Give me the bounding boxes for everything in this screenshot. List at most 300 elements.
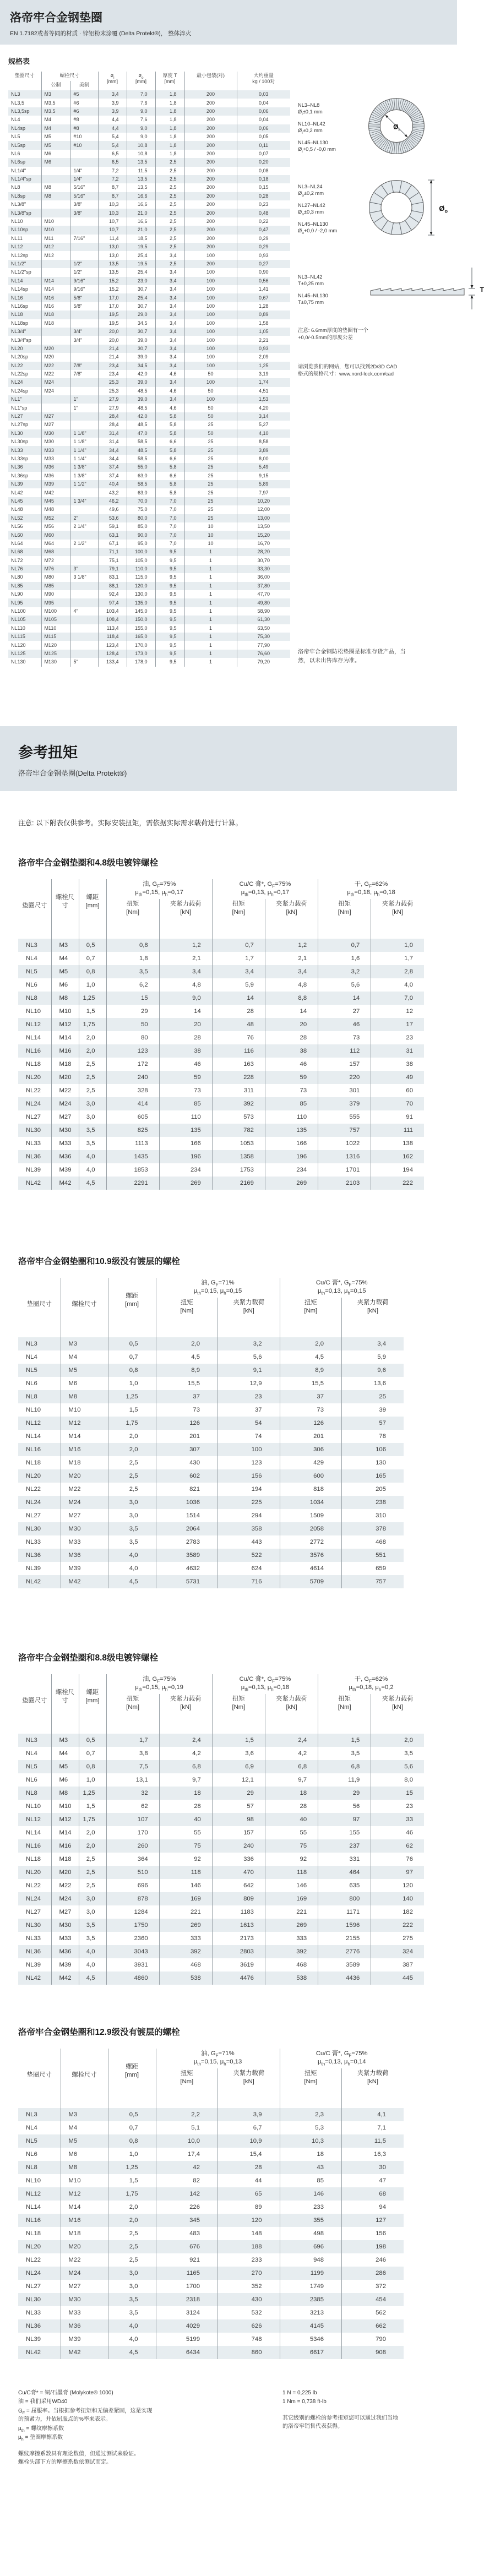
table-cell: 135 bbox=[159, 1124, 212, 1137]
table-cell: 157 bbox=[212, 1826, 265, 1839]
table-cell: 13,5 bbox=[98, 260, 127, 268]
table-cell: 468 bbox=[265, 1958, 318, 1972]
table-cell: 200 bbox=[184, 183, 237, 192]
column-header-torque: 扭矩 [Nm] bbox=[318, 1694, 371, 1734]
table-cell: #10 bbox=[70, 141, 98, 149]
torque-table bbox=[18, 879, 424, 1190]
table-cell: M33 bbox=[41, 446, 70, 454]
table-cell: 310 bbox=[342, 1509, 404, 1522]
outer-diameter-tolerances bbox=[298, 183, 364, 234]
table-cell: 145,0 bbox=[127, 607, 155, 616]
table-cell: 260 bbox=[106, 1839, 159, 1853]
table-cell: 1 bbox=[184, 607, 237, 616]
table-row bbox=[8, 556, 290, 564]
table-cell: 1 3/8" bbox=[70, 472, 98, 480]
table-row bbox=[8, 573, 290, 581]
table-row bbox=[18, 2201, 404, 2214]
table-cell: 12 bbox=[371, 1005, 424, 1018]
table-cell: 5/16" bbox=[70, 183, 98, 192]
table-cell bbox=[70, 251, 98, 259]
table-cell: 16,6 bbox=[127, 217, 155, 226]
table-cell: 1435 bbox=[106, 1150, 159, 1163]
table-row bbox=[18, 2108, 404, 2121]
table-cell: 3213 bbox=[280, 2306, 342, 2319]
table-row bbox=[8, 540, 290, 548]
table-cell: NL30 bbox=[26, 1921, 41, 1929]
table-row bbox=[18, 1097, 424, 1110]
table-cell: NL33 bbox=[11, 447, 23, 453]
table-cell: 0,29 bbox=[237, 243, 290, 251]
table-cell: 2,5 bbox=[155, 217, 184, 226]
column-header-clamp: 夹紧力载荷 [kN] bbox=[371, 899, 424, 939]
table-cell: NL10 bbox=[26, 1406, 41, 1413]
table-cell: 0,7 bbox=[108, 1350, 156, 1364]
table-cell: 146 bbox=[159, 1879, 212, 1892]
torque-table-grade-12-9 bbox=[18, 2025, 457, 2359]
table-cell: 220 bbox=[318, 1071, 371, 1084]
table-cell: 14 bbox=[318, 992, 371, 1005]
table-cell: 30,70 bbox=[237, 556, 290, 564]
table-cell: M4 bbox=[51, 952, 79, 965]
table-cell bbox=[41, 200, 70, 209]
table-cell: 3043 bbox=[106, 1945, 159, 1958]
table-cell: 2,0 bbox=[79, 1031, 106, 1044]
table-cell: M22 bbox=[51, 1084, 79, 1097]
table-cell: 1,2 bbox=[265, 939, 318, 952]
table-cell: 0,23 bbox=[237, 200, 290, 209]
table-cell: NL39 bbox=[26, 1166, 41, 1173]
table-cell: 7,5 bbox=[106, 1760, 159, 1773]
table-cell: 1700 bbox=[156, 2280, 218, 2293]
table-cell: 170 bbox=[106, 1826, 159, 1839]
table-cell: NL3,5 bbox=[11, 100, 25, 106]
column-header-outer-diameter: $ø_o$ [mm] bbox=[127, 72, 155, 90]
table-cell: 3" bbox=[70, 565, 98, 573]
table-cell: 3,5 bbox=[79, 1137, 106, 1150]
table-cell: M12 bbox=[61, 2187, 108, 2201]
table-cell: 1183 bbox=[212, 1905, 265, 1919]
table-cell: M72 bbox=[41, 556, 70, 564]
table-cell bbox=[41, 175, 70, 183]
table-cell: 10,0 bbox=[156, 2134, 218, 2148]
table-cell: 355 bbox=[280, 2214, 342, 2227]
table-cell: 5731 bbox=[156, 1575, 218, 1588]
table-cell: 3,4 bbox=[265, 965, 318, 978]
table-cell: NL39 bbox=[11, 481, 23, 487]
table-cell: 16,3 bbox=[342, 2148, 404, 2161]
table-row bbox=[8, 590, 290, 598]
table-cell: 11,5 bbox=[342, 2134, 404, 2148]
table-cell: 4" bbox=[70, 607, 98, 616]
table-cell: 818 bbox=[280, 1483, 342, 1496]
footnotes bbox=[18, 2389, 457, 2468]
table-cell: 50 bbox=[106, 1018, 159, 1031]
column-header-clamp: 夹紧力载荷 [kN] bbox=[159, 1694, 212, 1734]
table-cell: 464 bbox=[318, 1866, 371, 1879]
column-header-torque: 扭矩 [Nm] bbox=[280, 1298, 342, 1337]
table-cell: 49 bbox=[371, 1071, 424, 1084]
table-cell: 1036 bbox=[156, 1496, 218, 1509]
cam-washer-icon bbox=[366, 177, 449, 238]
table-cell: M33 bbox=[51, 1137, 79, 1150]
table-cell: 2,5 bbox=[79, 1084, 106, 1097]
table-cell: 25 bbox=[184, 497, 237, 505]
table-cell: M3 bbox=[51, 1734, 79, 1747]
table-cell: 25 bbox=[184, 446, 237, 454]
table-cell: M10 bbox=[61, 2174, 108, 2187]
table-cell: 6,2 bbox=[106, 978, 159, 992]
column-header: 螺栓尺寸 bbox=[51, 879, 79, 939]
table-row bbox=[18, 1390, 404, 1403]
table-row bbox=[18, 1800, 424, 1813]
table-cell: M18 bbox=[41, 319, 70, 328]
table-cell: M100 bbox=[41, 607, 70, 616]
table-cell: 100 bbox=[184, 336, 237, 344]
torque-notice: 注意: 以下附表仅供参考。实际安装扭矩，需依据实际需求载荷进行计算。 bbox=[18, 819, 242, 827]
note-line: NL3–NL8 $Ø_i\pm 0,1$ mm bbox=[298, 102, 323, 116]
table-cell: NL16 bbox=[26, 1842, 41, 1849]
table-cell: 100 bbox=[184, 251, 237, 259]
table-cell: NL3 bbox=[26, 1736, 37, 1744]
table-cell: 10,7 bbox=[98, 226, 127, 234]
table-cell: NL10sp bbox=[11, 227, 29, 233]
table-cell: 0,29 bbox=[237, 235, 290, 243]
table-cell: 48,5 bbox=[127, 387, 155, 395]
table-cell: 89 bbox=[218, 2201, 280, 2214]
table-cell: NL3/4" bbox=[11, 329, 26, 335]
table-cell: 3,4 bbox=[155, 251, 184, 259]
table-cell: 63,0 bbox=[127, 472, 155, 480]
table-cell: M5 bbox=[51, 965, 79, 978]
table-cell: 7,6 bbox=[127, 99, 155, 107]
table-row bbox=[18, 1110, 424, 1124]
table-cell: 9,0 bbox=[159, 992, 212, 1005]
table-row bbox=[18, 1443, 404, 1456]
table-cell: 3,4 bbox=[155, 277, 184, 285]
table-cell: 1,5 bbox=[212, 1734, 265, 1747]
table-cell: 3/4" bbox=[70, 336, 98, 344]
table-cell: 2,0 bbox=[108, 2201, 156, 2214]
table-cell: M3,5 bbox=[41, 107, 70, 116]
column-header-clamp: 夹紧力载荷 [kN] bbox=[265, 899, 318, 939]
table-cell: 59,1 bbox=[98, 522, 127, 531]
table-cell: 200 bbox=[184, 243, 237, 251]
table-cell: 2,5 bbox=[79, 1879, 106, 1892]
table-cell: 454 bbox=[342, 2293, 404, 2306]
note-line: $\mu_h$ = 垫圈摩擦系数 bbox=[18, 2435, 63, 2442]
table-row bbox=[18, 1905, 424, 1919]
table-row bbox=[18, 1972, 424, 1985]
table-cell: 275 bbox=[371, 1932, 424, 1945]
table-row bbox=[18, 939, 424, 952]
table-cell: 7,2 bbox=[98, 175, 127, 183]
table-cell: 25 bbox=[184, 463, 237, 471]
table-row bbox=[8, 429, 290, 438]
table-cell: NL80 bbox=[11, 574, 23, 580]
column-header-torque: 扭矩 [Nm] bbox=[106, 899, 159, 939]
table-cell: 200 bbox=[184, 226, 237, 234]
table-cell: NL42 bbox=[26, 1179, 41, 1186]
table-cell: 522 bbox=[218, 1549, 280, 1562]
table-row bbox=[8, 378, 290, 386]
table-cell: 498 bbox=[280, 2227, 342, 2240]
table-cell: 605 bbox=[106, 1110, 159, 1124]
table-cell: 50 bbox=[184, 387, 237, 395]
table-cell: 3/4" bbox=[70, 328, 98, 336]
table-cell: 33,30 bbox=[237, 565, 290, 573]
table-cell: 7,0 bbox=[155, 540, 184, 548]
table-cell: NL4sp bbox=[11, 125, 26, 131]
table-cell: 100 bbox=[184, 293, 237, 302]
table-cell: NL33 bbox=[26, 1140, 41, 1147]
table-cell: 39,0 bbox=[127, 395, 155, 404]
table-cell: 4,0 bbox=[108, 1562, 156, 1575]
torque-table-host bbox=[18, 1278, 457, 1588]
table-cell: M76 bbox=[41, 565, 70, 573]
table-row bbox=[8, 421, 290, 429]
table-cell: 44 bbox=[218, 2174, 280, 2187]
table-cell: 33 bbox=[371, 1813, 424, 1826]
table-cell: 1,8 bbox=[155, 124, 184, 133]
table-cell: 4,5 bbox=[79, 1972, 106, 1985]
table-cell: 1,0 bbox=[108, 1377, 156, 1390]
table-cell: 3,4 bbox=[342, 1337, 404, 1350]
table-cell: NL36 bbox=[26, 2322, 41, 2329]
table-cell: 18 bbox=[265, 1787, 318, 1800]
table-cell: M33 bbox=[61, 2306, 108, 2319]
table-cell: NL24 bbox=[11, 379, 23, 385]
lubrication-group-header: Cu/C 膏*, $G_F=75\%$ $\mu_{th}=0,13$, $\mu_h=0,14$ bbox=[280, 2049, 404, 2068]
table-cell: 1034 bbox=[280, 1496, 342, 1509]
column-header: 螺栓尺寸 bbox=[61, 1278, 108, 1337]
table-cell: 716 bbox=[218, 1575, 280, 1588]
table-cell: NL39 bbox=[26, 2335, 41, 2343]
table-cell: 70 bbox=[371, 1097, 424, 1110]
table-cell: 25 bbox=[342, 1390, 404, 1403]
table-cell: 9/16" bbox=[70, 277, 98, 285]
table-cell: NL12 bbox=[26, 1419, 41, 1426]
table-cell: 10,7 bbox=[98, 217, 127, 226]
table-cell: 98 bbox=[212, 1813, 265, 1826]
table-cell: 47 bbox=[342, 2174, 404, 2187]
table-cell: 55 bbox=[265, 1826, 318, 1839]
table-cell: 30,7 bbox=[127, 345, 155, 353]
table-cell: 4,1 bbox=[342, 2108, 404, 2121]
table-cell: 13,5 bbox=[127, 183, 155, 192]
table-row bbox=[8, 243, 290, 251]
table-cell: 4,0 bbox=[108, 1549, 156, 1562]
table-cell: 5,27 bbox=[237, 421, 290, 429]
table-cell: 13,0 bbox=[98, 243, 127, 251]
table-cell: 37 bbox=[280, 1390, 342, 1403]
table-cell: 59 bbox=[265, 1071, 318, 1084]
table-cell: 7,97 bbox=[237, 488, 290, 497]
table-cell: 200 bbox=[184, 150, 237, 158]
table-cell: M4 bbox=[51, 1747, 79, 1760]
table-cell: 105,0 bbox=[127, 556, 155, 564]
table-cell: NL20 bbox=[26, 1472, 41, 1479]
table-cell: NL20 bbox=[26, 1869, 41, 1876]
torque-table-title: 洛帝牢合金钢垫圈和8.8级电镀锌螺栓 bbox=[18, 1653, 159, 1663]
column-header: 螺栓尺寸 bbox=[61, 2049, 108, 2108]
table-cell: 0,15 bbox=[237, 183, 290, 192]
table-cell: 4632 bbox=[156, 1562, 218, 1575]
table-cell: NL16 bbox=[26, 2216, 41, 2224]
table-cell: 16,6 bbox=[127, 200, 155, 209]
table-cell: NL4 bbox=[26, 2124, 37, 2131]
table-cell: M24 bbox=[61, 2267, 108, 2280]
table-cell: 201 bbox=[156, 1430, 218, 1443]
table-cell: 15,20 bbox=[237, 531, 290, 539]
table-cell: M18 bbox=[41, 311, 70, 319]
table-cell: 8,00 bbox=[237, 455, 290, 463]
table-cell: NL27 bbox=[26, 2283, 41, 2290]
table-cell: 4,2 bbox=[159, 1747, 212, 1760]
table-cell: M11 bbox=[41, 235, 70, 243]
table-row bbox=[18, 2346, 404, 2359]
table-cell: 600 bbox=[280, 1469, 342, 1483]
table-cell: 1,8 bbox=[155, 150, 184, 158]
table-cell: NL10 bbox=[26, 2177, 41, 2184]
table-cell: 4,5 bbox=[108, 1575, 156, 1588]
table-cell: 146 bbox=[280, 2187, 342, 2201]
table-cell: NL110 bbox=[11, 625, 25, 631]
spec-table-body bbox=[8, 90, 290, 667]
thickness-block bbox=[298, 263, 483, 315]
table-cell: 0,5 bbox=[108, 2108, 156, 2121]
table-cell: 19,5 bbox=[98, 319, 127, 328]
table-cell: 106 bbox=[342, 1443, 404, 1456]
table-cell: 9,5 bbox=[155, 616, 184, 624]
table-cell bbox=[70, 226, 98, 234]
table-cell: 696 bbox=[280, 2240, 342, 2253]
table-cell: M8 bbox=[41, 183, 70, 192]
table-cell: M22 bbox=[51, 1879, 79, 1892]
table-cell: 14 bbox=[212, 992, 265, 1005]
table-row bbox=[18, 2267, 404, 2280]
table-cell: 1,8 bbox=[106, 952, 159, 965]
table-row bbox=[18, 2121, 404, 2134]
table-cell: 95,0 bbox=[127, 540, 155, 548]
table-cell: 1,5 bbox=[79, 1800, 106, 1813]
thickness-tolerance-note: 注意: 6.6mm厚度的垫圈有一个 +0,0/-0.5mm的厚度公差 bbox=[298, 327, 368, 340]
table-cell: 1750 bbox=[106, 1919, 159, 1932]
table-cell: 510 bbox=[106, 1866, 159, 1879]
table-cell: 5,9 bbox=[342, 1350, 404, 1364]
table-cell: 5,6 bbox=[218, 1350, 280, 1364]
table-row bbox=[18, 1866, 424, 1879]
table-cell: 29 bbox=[212, 1787, 265, 1800]
table-cell: 4,5 bbox=[108, 2346, 156, 2359]
table-cell: NL20 bbox=[11, 345, 23, 351]
table-cell: 4,0 bbox=[79, 1945, 106, 1958]
table-row bbox=[18, 1879, 424, 1892]
column-header-torque: 扭矩 [Nm] bbox=[318, 899, 371, 939]
table-cell: M24 bbox=[41, 378, 70, 386]
table-cell: 3,4 bbox=[155, 395, 184, 404]
table-cell: NL14 bbox=[26, 2203, 41, 2210]
table-cell bbox=[41, 395, 70, 404]
table-cell: 111 bbox=[371, 1124, 424, 1137]
table-cell: 5/16" bbox=[70, 192, 98, 200]
lubrication-group-header: 干, $G_F=62\%$ $\mu_{th}=0,18$, $\mu_h=0,18$ bbox=[318, 879, 424, 899]
table-cell: 47,0 bbox=[127, 429, 155, 438]
table-cell: M16 bbox=[51, 1839, 79, 1853]
table-cell: 25 bbox=[184, 472, 237, 480]
table-row bbox=[18, 1058, 424, 1071]
table-cell: 2360 bbox=[106, 1932, 159, 1945]
table-cell: 1 1/8" bbox=[70, 438, 98, 446]
table-cell: 0,7 bbox=[79, 1747, 106, 1760]
table-cell: M110 bbox=[41, 624, 70, 633]
table-row bbox=[8, 353, 290, 361]
table-cell: 240 bbox=[212, 1839, 265, 1853]
table-cell: 2,5 bbox=[155, 226, 184, 234]
table-cell: M27 bbox=[51, 1110, 79, 1124]
table-cell: 659 bbox=[342, 1562, 404, 1575]
table-row bbox=[8, 311, 290, 319]
table-cell: 73 bbox=[280, 1403, 342, 1417]
table-cell: 28 bbox=[265, 1800, 318, 1813]
column-header-washer: 垫圈尺寸 bbox=[14, 73, 35, 78]
table-cell: 7,0 bbox=[155, 505, 184, 514]
table-cell: 130 bbox=[342, 1456, 404, 1469]
table-cell: 468 bbox=[342, 1535, 404, 1549]
table-cell: 10,3 bbox=[280, 2134, 342, 2148]
table-row bbox=[18, 1535, 404, 1549]
table-row bbox=[18, 1084, 424, 1097]
table-row bbox=[18, 1509, 404, 1522]
table-cell: NL3/8"sp bbox=[11, 210, 31, 216]
table-cell: 748 bbox=[218, 2333, 280, 2346]
table-cell: 4860 bbox=[106, 1972, 159, 1985]
table-cell: 68 bbox=[342, 2187, 404, 2201]
table-cell: NL45 bbox=[11, 498, 23, 504]
table-cell: M10 bbox=[61, 1403, 108, 1417]
spec-heading: 规格表 bbox=[8, 57, 30, 66]
table-cell: 135,0 bbox=[127, 598, 155, 607]
table-cell: 696 bbox=[106, 1879, 159, 1892]
table-cell: 97 bbox=[371, 1866, 424, 1879]
table-cell: 30,7 bbox=[127, 285, 155, 293]
table-cell bbox=[70, 378, 98, 386]
table-cell: 4,10 bbox=[237, 429, 290, 438]
table-cell: 110 bbox=[265, 1110, 318, 1124]
table-row bbox=[18, 1773, 424, 1787]
table-cell: 2103 bbox=[318, 1177, 371, 1190]
table-row bbox=[18, 2174, 404, 2187]
table-cell: 4,0 bbox=[108, 2319, 156, 2333]
table-row bbox=[18, 1958, 424, 1972]
table-cell: 2291 bbox=[106, 1177, 159, 1190]
column-header-torque: 扭矩 [Nm] bbox=[212, 1694, 265, 1734]
table-cell: 4,0 bbox=[79, 1958, 106, 1972]
table-row bbox=[18, 2240, 404, 2253]
table-cell: 42,0 bbox=[127, 370, 155, 378]
table-cell: 5" bbox=[70, 658, 98, 666]
table-cell: NL1/4" bbox=[11, 167, 26, 173]
column-header: 螺距 [mm] bbox=[79, 879, 106, 939]
table-cell: NL10 bbox=[26, 1007, 41, 1015]
table-cell: 12,9 bbox=[218, 1377, 280, 1390]
table-cell: 1,0 bbox=[79, 978, 106, 992]
table-cell: 4,8 bbox=[159, 978, 212, 992]
table-cell: NL16 bbox=[26, 1446, 41, 1453]
table-cell: NL20 bbox=[26, 1074, 41, 1081]
table-cell: 233 bbox=[280, 2201, 342, 2214]
table-row bbox=[18, 1430, 404, 1443]
column-header: 螺距 [mm] bbox=[108, 2049, 156, 2108]
